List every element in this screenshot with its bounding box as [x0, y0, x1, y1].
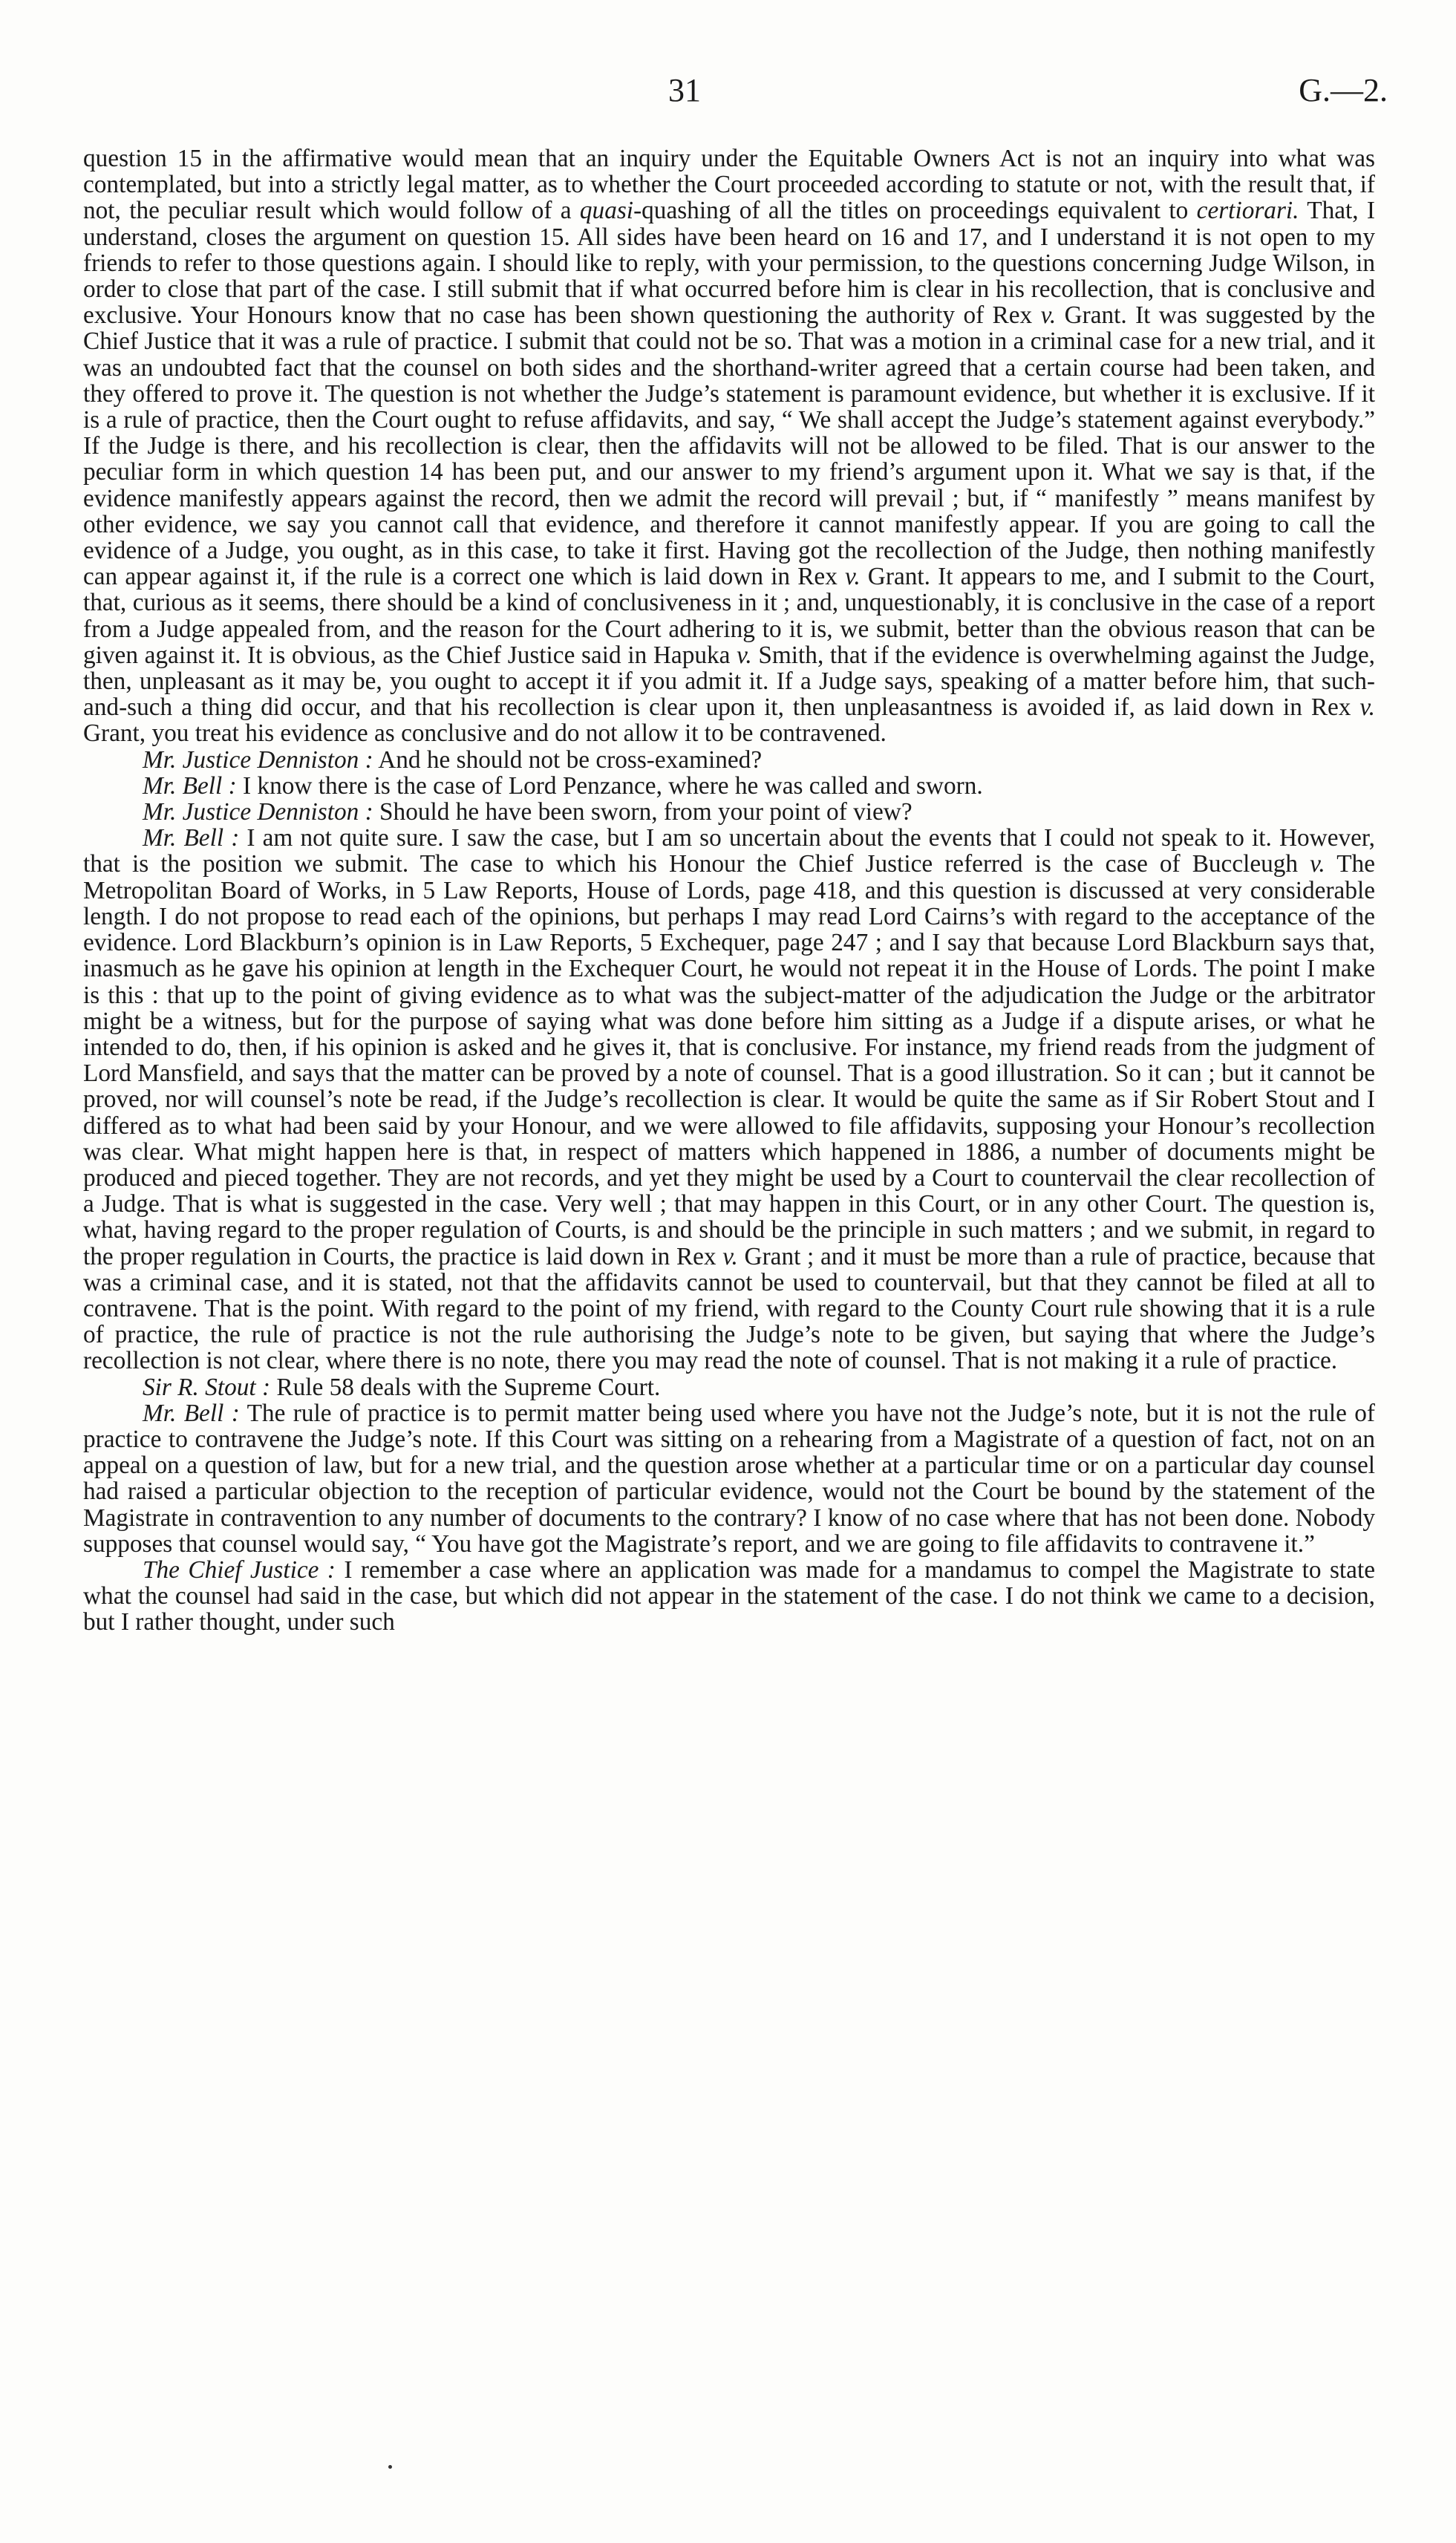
paragraph-p6: [83, 1374, 1375, 1400]
italic-text: Mr. Bell :: [143, 824, 240, 852]
text-run: -quashing of all the titles on proceedings equivalent to: [633, 197, 1197, 225]
text-run: Grant. It was suggested by the Chief Justice that it was a rule of practice. I submit that could not be so. That was a motion in a criminal case for a new trial, and it was an undoubted fact that the counsel on both sides and the shorthand-writer agreed that a certain course had been taken, and they offered to prove it. The question is not whether the Judge’s statement is paramount evidence, but whether it is exclusive. If it is a rule of practice, then the Court ought to refuse affidavits, and say, “ We shall accept the Judge’s statement against everybody.” If the Judge is there, and his recollection is clear, then the affidavits will not be allowed to be filed. That is our answer to the peculiar form in which question 14 has been put, and our answer to my friend’s argument upon it. What we say is that, if the evidence manifestly appears against the record, then we admit the record will prevail ; but, if “ manifestly ” means manifest by other evidence, we say you cannot call that evidence, and therefore it cannot manifestly appear. If you are going to call the evidence of a Judge, you ought, as in this case, to take it first. Having got the recollection of the Judge, then nothing manifestly can appear against it, if the rule is a correct one which is laid down in Rex: [83, 301, 1375, 591]
italic-text: v.: [845, 563, 861, 591]
paragraph-p4: [83, 799, 1375, 825]
italic-text: Mr. Bell :: [143, 1399, 240, 1427]
text-run: I am not quite sure. I saw the case, but I am so uncertain about the events that I could not speak to it. However, that is the position we submit. The case to which his Honour the Chief Justice referred is the case of Buccleugh: [83, 824, 1375, 878]
italic-text: The Chief Justice :: [143, 1555, 336, 1584]
document-reference: G.—2.: [1299, 72, 1388, 108]
text-run: And he should not be cross-examined?: [373, 745, 763, 774]
italic-text: v.: [1359, 693, 1375, 722]
text-run: Rule 58 deals with the Supreme Court.: [270, 1373, 661, 1401]
italic-text: Mr. Justice Denniston :: [143, 798, 373, 826]
text-run: Grant, you treat his evidence as conclusive and do not allow it to be contravened.: [83, 719, 887, 748]
italic-text: certiorari.: [1196, 197, 1299, 225]
paragraph-p7: [83, 1400, 1375, 1557]
text-run: Grant ; and it must be more than a rule of practice, because that was a criminal case, and it is stated, not that the affidavits cannot be used to countervail, but that they cannot be filed at all to contravene. That is the point. With regard to the point of my friend, with regard to the County Court rule showing that it is a rule of practice, the rule of practice is not the rule authorising the Judge’s note to be given, but saying that where the Judge’s recollection is not clear, where there is no note, there you may read the note of counsel. That is not making it a rule of practice.: [83, 1242, 1375, 1375]
paragraph-p8: [83, 1557, 1375, 1636]
italic-text: v.: [722, 1242, 738, 1270]
italic-text: v.: [1040, 301, 1057, 330]
text-run: Smith, that if the evidence is overwhelming against the Judge, then, unpleasant as it may be, you ought to accept it if you admit it. If a Judge says, speaking of a matter before him, that such-and-such a thing did occur, and that his recollection is clear upon it, then unpleasantness is avoided if, as laid down in Rex: [83, 641, 1375, 722]
paragraph-p5: [83, 825, 1375, 1374]
italic-text: Mr. Bell :: [143, 771, 237, 800]
italic-text: v.: [737, 641, 752, 669]
body-text: [83, 146, 1375, 1636]
paragraph-p1: [83, 146, 1375, 747]
italic-text: quasi: [579, 197, 634, 225]
text-run: I know there is the case of Lord Penzance, where he was called and sworn.: [236, 771, 983, 800]
page-header: [0, 71, 1456, 116]
italic-text: v.: [1310, 850, 1325, 878]
page-number: 31: [668, 72, 701, 108]
paragraph-p3: [83, 773, 1375, 799]
text-run: Grant. It appears to me, and I submit to the Court, that, curious as it seems, there should be a kind of conclusiveness in it ; and, unquestionably, it is conclusive in the case of a report from a Judge appealed from, and the reason for the Court adhering to it is, we submit, better than the obvious reason that can be given against it. It is obvious, as the Chief Justice said in Hapuka: [83, 563, 1375, 669]
text-run: That, I understand, closes the argument on question 15. All sides have been heard on 16 and 17, and I understand it is not open to my friends to refer to those questions again. I should like to reply, with your permission, to the questions concerning Judge Wilson, in order to close that part of the case. I still submit that if what occurred before him is clear in his recollection, that is conclusive and exclusive. Your Honours know that no case has been shown questioning the authority of Rex: [83, 197, 1375, 330]
text-run: question 15 in the affirmative would mean that an inquiry under the Equitable Owners Act is not an inquiry into what was contemplated, but into a strictly legal matter, as to whether the Court proceeded according to statute or not, with the result that, if not, the peculiar result which would follow of a: [83, 145, 1375, 225]
italic-text: Mr. Justice Denniston :: [143, 745, 373, 774]
text-run: The rule of practice is to permit matter being used where you have not the Judge’s note, but it is not the rule of practice to contravene the Judge’s note. If this Court was sitting on a rehearing from a Magistrate of a question of fact, not on an appeal on a question of law, but for a new trial, and the question arose whether at a particular time or on a particular day counsel had raised a particular objection to the reception of particular evidence, would not the Court be bound by the statement of the Magistrate in contravention to any number of documents to the contrary? I know of no case where that has not been done. Nobody supposes that counsel would say, “ You have got the Magistrate’s report, and we are going to file affidavits to contravene it.”: [83, 1399, 1376, 1558]
paragraph-p2: [83, 747, 1375, 773]
italic-text: Sir R. Stout :: [143, 1373, 271, 1401]
text-run: I remember a case where an application was made for a mandamus to compel the Magistrate to state what the counsel had said in the case, but which did not appear in the statement of the case. I do not think we came to a decision, but I rather thought, under such: [83, 1555, 1375, 1636]
speck-mark: [388, 2465, 392, 2469]
text-run: Should he have been sworn, from your point of view?: [373, 798, 913, 826]
text-run: The Metropolitan Board of Works, in 5 Law Reports, House of Lords, page 418, and this question is discussed at very considerable length. I do not propose to read each of the opinions, but perhaps I may read Lord Cairns’s with regard to the acceptance of the evidence. Lord Blackburn’s opinion is in Law Reports, 5 Exchequer, page 247 ; and I say that because Lord Blackburn says that, inasmuch as he gave his opinion at length in the Exchequer Court, he would not repeat it in the House of Lords. The point I make is this : that up to the point of giving evidence as to what was the subject-matter of the adjudication the Judge or the arbitrator might be a witness, but for the purpose of saying what was done before him sitting as a Judge if a dispute arises, or what he intended to do, then, if his opinion is asked and he gives it, that is conclusive. For instance, my friend reads from the judgment of Lord Mansfield, and says that the matter can be proved by a note of counsel. That is a good illustration. So it can ; but it cannot be proved, nor will counsel’s note be read, if the Judge’s recollection is clear. It would be quite the same as if Sir Robert Stout and I differed as to what had been said by your Honour, and we were allowed to file affidavits, supposing your Honour’s recollection was clear. What might happen here is that, in respect of matters which happened in 1886, a number of documents might be produced and pieced together. They are not records, and yet they might be used by a Court to countervail the clear recollection of a Judge. That is what is suggested in the case. Very well ; that may happen in this Court, or in any other Court. The question is, what, having regard to the proper regulation of Courts, is and should be the principle in such matters ; and we submit, in regard to the proper regulation in Courts, the practice is laid down in Rex: [83, 850, 1375, 1270]
